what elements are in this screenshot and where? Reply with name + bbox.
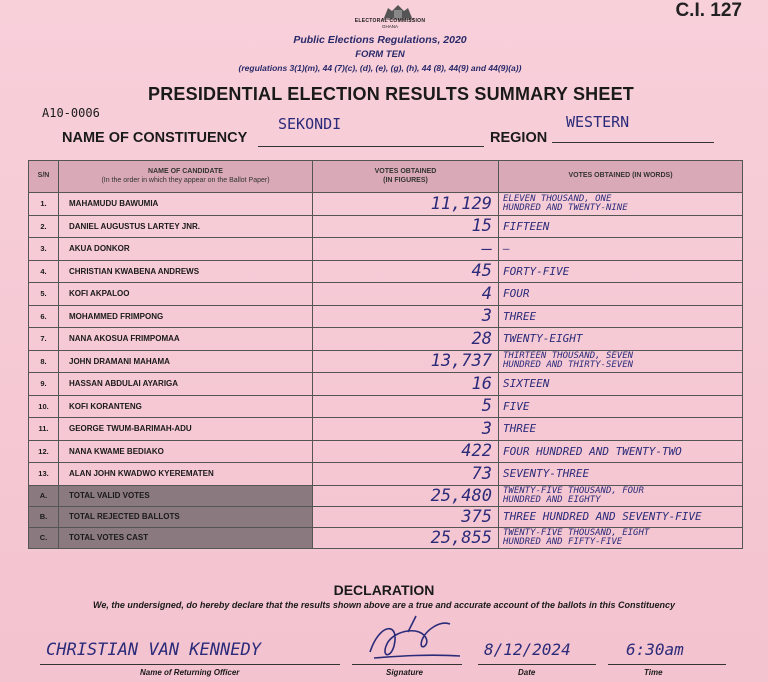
- reference-code: A10-0006: [42, 106, 100, 120]
- region-line: [552, 142, 714, 143]
- candidate-row: [29, 260, 743, 283]
- candidate-name: KOFI KORANTENG: [59, 395, 313, 418]
- candidate-row: [29, 418, 743, 441]
- serial-number: 2.: [29, 215, 59, 238]
- votes-figures: 25,855: [313, 527, 499, 548]
- col-name-title: NAME OF CANDIDATE: [148, 168, 223, 176]
- country-name: GHANA: [381, 24, 398, 29]
- candidate-name: ALAN JOHN KWADWO KYEREMATEN: [59, 463, 313, 486]
- time-label: Time: [644, 668, 663, 677]
- signature-label: Signature: [386, 668, 423, 677]
- declaration-text: We, the undersigned, do hereby declare that the results shown above are a true and accurate account of the ballots in this Constituency: [93, 600, 675, 610]
- candidate-row: [29, 215, 743, 238]
- candidate-row: [29, 350, 743, 373]
- serial-number: 8.: [29, 350, 59, 373]
- candidate-name: KOFI AKPALOO: [59, 283, 313, 306]
- col-name-subtitle: (In the order in which they appear on the Ballot Paper): [101, 176, 270, 184]
- signature-line: [352, 664, 462, 665]
- constituency-value: SEKONDI: [278, 115, 342, 133]
- votes-figures: 3: [313, 418, 499, 441]
- candidate-row: [29, 440, 743, 463]
- votes-words: SIXTEEN: [499, 373, 743, 396]
- votes-words: TWENTY-EIGHT: [499, 328, 743, 351]
- votes-figures: 16: [313, 373, 499, 396]
- date-line: [478, 664, 596, 665]
- officer-label: Name of Returning Officer: [140, 668, 240, 677]
- serial-number: 11.: [29, 418, 59, 441]
- declaration-heading: DECLARATION: [333, 582, 435, 598]
- votes-figures: 5: [313, 395, 499, 418]
- serial-number: 7.: [29, 328, 59, 351]
- votes-words: FORTY-FIVE: [499, 260, 743, 283]
- votes-words: [499, 350, 743, 373]
- votes-words: [499, 527, 743, 548]
- constituency-line: [258, 146, 484, 147]
- serial-number: 1.: [29, 193, 59, 216]
- date-label: Date: [518, 668, 536, 677]
- votes-words-line2: HUNDRED AND FIFTY-FIVE: [503, 536, 623, 547]
- officer-line: [40, 664, 340, 665]
- votes-words-line2: HUNDRED AND THIRTY-SEVEN: [503, 360, 634, 371]
- serial-number: C.: [29, 527, 59, 548]
- votes-words: [499, 485, 743, 506]
- col-figures-title: VOTES OBTAINED: [374, 168, 437, 176]
- candidate-name: JOHN DRAMANI MAHAMA: [59, 350, 313, 373]
- total-row: [29, 527, 743, 548]
- candidate-row: [29, 328, 743, 351]
- candidate-name: MOHAMMED FRIMPONG: [59, 305, 313, 328]
- votes-words-line1: TWENTY-FIVE THOUSAND, EIGHT: [503, 527, 650, 538]
- candidate-row: [29, 305, 743, 328]
- constituency-label: NAME OF CONSTITUENCY: [62, 130, 248, 146]
- regulations-ref: (regulations 3(1)(m), 44 (7)(c), (d), (e), (g), (h), 44 (8), 44(9) and 44(9)(a)): [238, 63, 522, 73]
- candidate-row: [29, 238, 743, 261]
- commission-name: ELECTORAL COMMISSION: [354, 18, 426, 24]
- candidate-name: TOTAL REJECTED BALLOTS: [59, 506, 313, 527]
- votes-words: FIVE: [499, 395, 743, 418]
- votes-figures: 375: [313, 506, 499, 527]
- candidate-name: GEORGE TWUM-BARIMAH-ADU: [59, 418, 313, 441]
- votes-figures: –: [313, 238, 499, 261]
- votes-figures: 45: [313, 260, 499, 283]
- serial-number: A.: [29, 485, 59, 506]
- candidate-name: MAHAMUDU BAWUMIA: [59, 193, 313, 216]
- col-figures-header: [313, 161, 499, 193]
- form-code: C.I. 127: [675, 0, 742, 21]
- candidate-name: AKUA DONKOR: [59, 238, 313, 261]
- votes-words: THREE HUNDRED AND SEVENTY-FIVE: [499, 506, 743, 527]
- votes-words: FOUR HUNDRED AND TWENTY-TWO: [499, 440, 743, 463]
- total-row: [29, 485, 743, 506]
- table-body: [29, 193, 743, 549]
- form-name: FORM TEN: [355, 49, 405, 60]
- candidate-name: TOTAL VOTES CAST: [59, 527, 313, 548]
- time-line: [608, 664, 726, 665]
- votes-words-line2: HUNDRED AND EIGHTY: [503, 494, 601, 505]
- declaration-time: 6:30am: [626, 640, 684, 659]
- serial-number: 13.: [29, 463, 59, 486]
- officer-name: CHRISTIAN VAN KENNEDY: [46, 640, 261, 660]
- candidate-row: [29, 373, 743, 396]
- candidate-name: NANA AKOSUA FRIMPOMAA: [59, 328, 313, 351]
- serial-number: 10.: [29, 395, 59, 418]
- serial-number: 5.: [29, 283, 59, 306]
- serial-number: 3.: [29, 238, 59, 261]
- candidate-name: TOTAL VALID VOTES: [59, 485, 313, 506]
- returning-officer-signature: [360, 612, 470, 668]
- candidate-name: HASSAN ABDULAI AYARIGA: [59, 373, 313, 396]
- sheet-title: PRESIDENTIAL ELECTION RESULTS SUMMARY SHEET: [148, 84, 634, 104]
- votes-figures: 73: [313, 463, 499, 486]
- votes-figures: 28: [313, 328, 499, 351]
- serial-number: 9.: [29, 373, 59, 396]
- votes-words: FOUR: [499, 283, 743, 306]
- votes-words-line1: TWENTY-FIVE THOUSAND, FOUR: [503, 485, 644, 496]
- candidate-row: [29, 395, 743, 418]
- declaration-date: 8/12/2024: [484, 640, 571, 659]
- votes-figures: 11,129: [313, 193, 499, 216]
- region-label: REGION: [490, 130, 548, 146]
- candidate-row: [29, 283, 743, 306]
- col-name-header: [59, 161, 313, 193]
- col-sn-header: S/N: [29, 161, 59, 193]
- votes-words-line2: HUNDRED AND TWENTY-NINE: [503, 202, 628, 213]
- col-words-header: VOTES OBTAINED (IN WORDS): [499, 161, 743, 193]
- votes-words: THREE: [499, 418, 743, 441]
- serial-number: B.: [29, 506, 59, 527]
- candidate-row: [29, 193, 743, 216]
- votes-words: –: [499, 238, 743, 261]
- region-value: WESTERN: [566, 113, 630, 131]
- candidate-row: [29, 463, 743, 486]
- results-table: [28, 160, 743, 549]
- votes-words-line1: THIRTEEN THOUSAND, SEVEN: [503, 351, 634, 362]
- serial-number: 12.: [29, 440, 59, 463]
- col-figures-subtitle: (IN FIGURES): [383, 176, 428, 184]
- votes-words: [499, 193, 743, 216]
- candidate-name: NANA KWAME BEDIAKO: [59, 440, 313, 463]
- regulations-title: Public Elections Regulations, 2020: [293, 34, 467, 46]
- candidate-name: DANIEL AUGUSTUS LARTEY JNR.: [59, 215, 313, 238]
- serial-number: 6.: [29, 305, 59, 328]
- votes-figures: 422: [313, 440, 499, 463]
- candidate-name: CHRISTIAN KWABENA ANDREWS: [59, 260, 313, 283]
- total-row: [29, 506, 743, 527]
- votes-figures: 13,737: [313, 350, 499, 373]
- table-header: [29, 161, 743, 193]
- votes-words: SEVENTY-THREE: [499, 463, 743, 486]
- votes-figures: 25,480: [313, 485, 499, 506]
- votes-words: FIFTEEN: [499, 215, 743, 238]
- votes-words-line1: ELEVEN THOUSAND, ONE: [503, 193, 612, 204]
- votes-words: THREE: [499, 305, 743, 328]
- votes-figures: 4: [313, 283, 499, 306]
- votes-figures: 3: [313, 305, 499, 328]
- votes-figures: 15: [313, 215, 499, 238]
- serial-number: 4.: [29, 260, 59, 283]
